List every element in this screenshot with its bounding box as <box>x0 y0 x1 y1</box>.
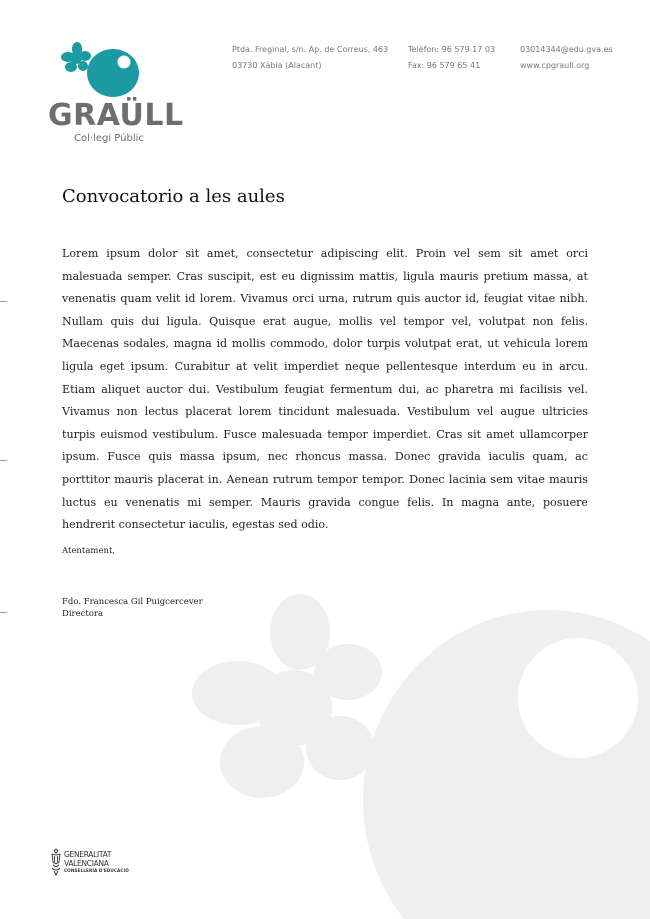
address-line-2: 03730 Xàbia (Alacant) <box>232 61 322 70</box>
signature-role: Directora <box>62 609 104 619</box>
generalitat-emblem-icon <box>50 848 62 876</box>
address-block <box>232 42 388 74</box>
fold-mark <box>0 612 7 613</box>
generalitat-wordmark <box>64 850 129 874</box>
generalitat-line-3: CONSELLERIA D'EDUCACIÓ <box>64 868 129 873</box>
fax-number: Fax: 96 579 65 41 <box>408 61 481 70</box>
website-url: www.cpgraull.org <box>520 61 590 70</box>
school-logo <box>48 40 184 150</box>
school-name: GRAÜLL <box>48 98 184 133</box>
generalitat-line-2: VALENCIANA <box>64 859 109 868</box>
address-line-1: Ptda. Freginal, s/n. Ap. de Correus, 463 <box>232 45 389 54</box>
signature-block <box>62 596 203 620</box>
signature-name: Fdo. Francesca Gil Puigcercever <box>62 597 203 607</box>
online-block <box>520 42 613 74</box>
letter-title: Convocatorio a les aules <box>62 186 285 207</box>
letter-body: Lorem ipsum dolor sit amet, consectetur adipiscing elit. Proin vel sem sit amet orci malesuada semper. Cras suscipit, est eu dignissim mattis, ligula mauris pretium massa, at venenatis quam velit id lorem. Vivamus orci urna, rutrum quis auctor id, feugiat vitae nibh. Nullam quis dui ligula. Quisque erat augue, mollis vel tempor vel, volutpat non felis. Maecenas sodales, magna id mollis commodo, dolor turpis volutpat erat, ut vehicula lorem ligula eget ipsum. Curabitur at velit imperdiet neque pellentesque interdum eu in arcu. Etiam aliquet auctor dui. Vestibulum feugiat fermentum dui, ac pharetra mi facilisis vel. Vivamus non lectus placerat lorem tincidunt malesuada. Vestibulum vel augue ultricies turpis euismod vestibulum. Fusce malesuada tempor imperdiet. Cras sit amet ullamcorper ipsum. Fusce quis massa ipsum, nec rhoncus massa. Donec gravida iaculis quam, ac porttitor mauris placerat in. Aenean rutrum tempor tempor. Donec lacinia sem vitae mauris luctus eu venenatis mi semper. Mauris gravida congue felis. In magna ante, posuere hendrerit consectetur iaculis, egestas sed odio. <box>62 247 588 532</box>
flower-and-circle-logo-icon <box>60 40 140 100</box>
letter-closing: Atentament, <box>62 546 116 556</box>
fold-mark <box>0 301 7 302</box>
phone-number: Telèfon: 96 579 17 03 <box>408 45 496 54</box>
fold-mark <box>0 460 7 461</box>
phone-block <box>408 42 495 74</box>
generalitat-line-1: GENERALITAT <box>64 850 112 859</box>
generalitat-logo <box>50 848 130 882</box>
email-address: 03014344@edu.gva.es <box>520 45 613 54</box>
school-type: Col·legi Públic <box>74 133 144 144</box>
